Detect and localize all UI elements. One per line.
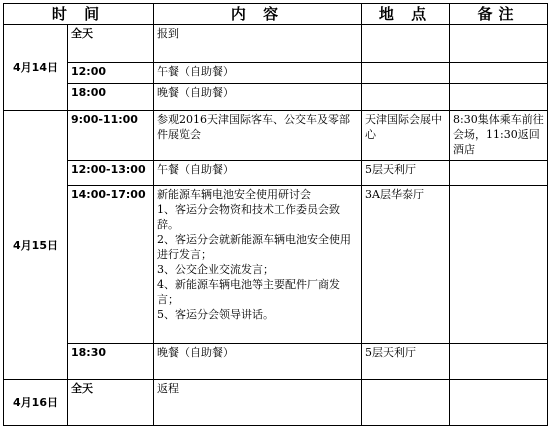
table-row — [4, 25, 548, 63]
table-row — [4, 84, 548, 111]
content-line: 参观2016天津国际客车、公交车及零部件展览会 — [157, 113, 351, 141]
content-line: 报到 — [157, 27, 180, 40]
note-cell — [450, 84, 548, 111]
place-cell: 5层天利厅 — [362, 344, 450, 380]
content-line: 3、公交企业交流发言； — [157, 263, 275, 276]
content-line: 2、客运分会就新能源车辆电池安全使用进行发言； — [157, 233, 352, 261]
content-line: 4、新能源车辆电池等主要配件厂商发言； — [157, 278, 341, 306]
table-row — [4, 63, 548, 84]
time-cell: 全天 — [68, 25, 154, 63]
note-cell — [450, 380, 548, 426]
place-cell — [362, 84, 450, 111]
content-cell — [154, 344, 362, 380]
content-line: 1、客运分会物资和技术工作委员会致辞。 — [157, 203, 341, 231]
content-line: 午餐（自助餐） — [157, 163, 235, 176]
content-line: 午餐（自助餐） — [157, 65, 235, 78]
time-cell: 12:00 — [68, 63, 154, 84]
table-row — [4, 186, 548, 344]
content-cell — [154, 380, 362, 426]
content-cell — [154, 186, 362, 344]
time-cell: 18:30 — [68, 344, 154, 380]
header-place: 地 点 — [362, 4, 450, 25]
header-content: 内 容 — [154, 4, 362, 25]
header-row — [4, 4, 548, 25]
content-cell — [154, 25, 362, 63]
table-row — [4, 380, 548, 426]
content-line: 新能源车辆电池安全使用研讨会 — [157, 188, 312, 201]
note-cell — [450, 161, 548, 186]
table-row — [4, 344, 548, 380]
place-cell: 3A层华泰厅 — [362, 186, 450, 344]
table-row — [4, 111, 548, 161]
time-cell: 全天 — [68, 380, 154, 426]
content-cell — [154, 111, 362, 161]
place-cell: 天津国际会展中心 — [362, 111, 450, 161]
header-note: 备注 — [450, 4, 548, 25]
date-cell: 4月16日 — [4, 380, 68, 426]
content-cell — [154, 161, 362, 186]
content-cell — [154, 84, 362, 111]
content-line: 5、客运分会领导讲话。 — [157, 308, 275, 321]
table-row — [4, 161, 548, 186]
time-cell: 12:00-13:00 — [68, 161, 154, 186]
note-cell — [450, 25, 548, 63]
header-time: 时 间 — [4, 4, 154, 25]
schedule-table — [3, 3, 548, 426]
date-cell: 4月15日 — [4, 111, 68, 380]
time-cell: 9:00-11:00 — [68, 111, 154, 161]
note-cell: 8:30集体乘车前往会场，11:30返回酒店 — [450, 111, 548, 161]
place-cell — [362, 63, 450, 84]
content-line: 晚餐（自助餐） — [157, 346, 235, 359]
content-cell — [154, 63, 362, 84]
note-cell — [450, 186, 548, 344]
note-cell — [450, 344, 548, 380]
date-cell: 4月14日 — [4, 25, 68, 111]
content-line: 返程 — [157, 382, 180, 395]
content-line: 晚餐（自助餐） — [157, 86, 235, 99]
place-cell: 5层天利厅 — [362, 161, 450, 186]
note-cell — [450, 63, 548, 84]
place-cell — [362, 25, 450, 63]
time-cell: 14:00-17:00 — [68, 186, 154, 344]
place-cell — [362, 380, 450, 426]
time-cell: 18:00 — [68, 84, 154, 111]
